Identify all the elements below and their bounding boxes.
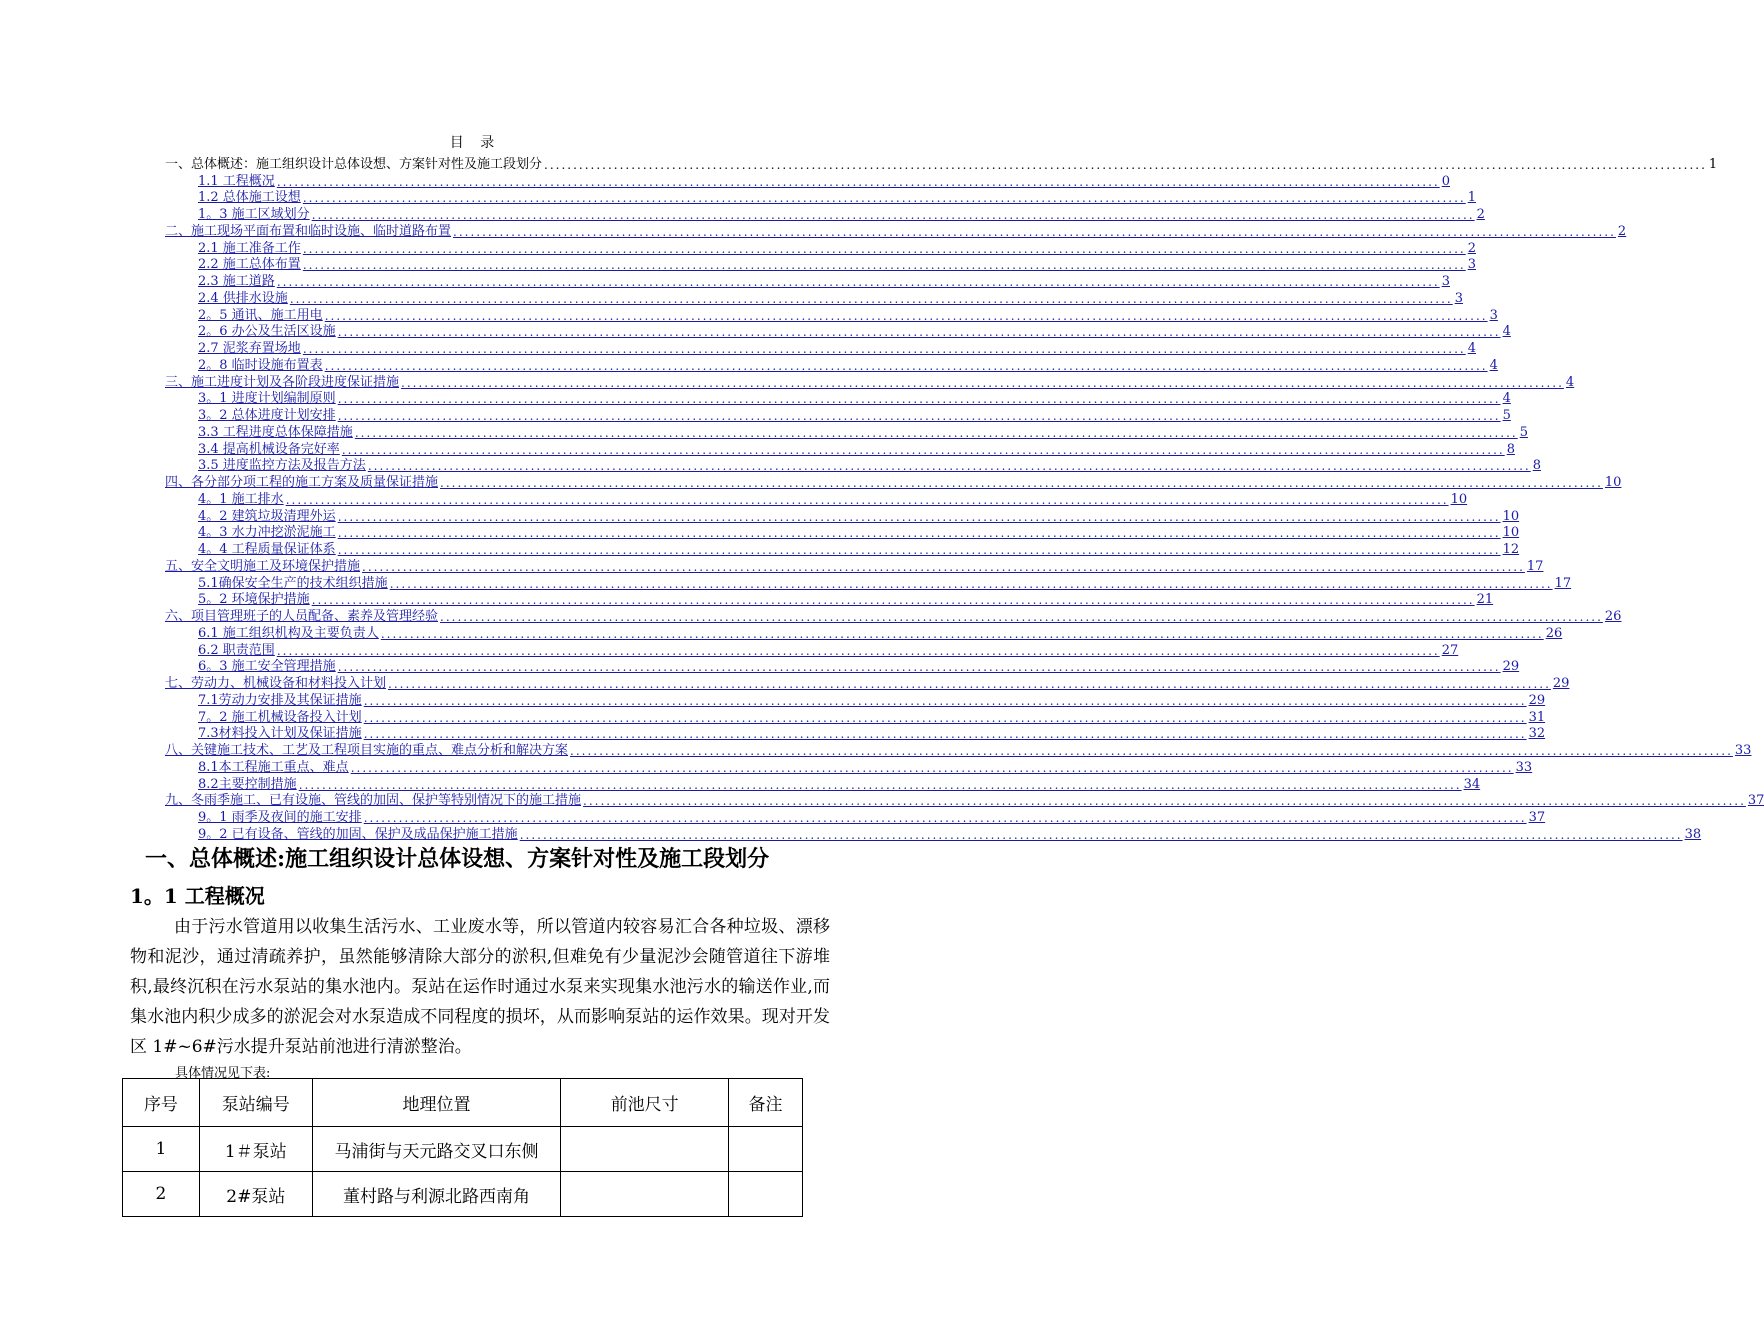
table-row: [123, 1127, 803, 1172]
toc-dot-leader: ........................................................................................................................................................................................................: [367, 459, 1531, 474]
table-cell: [729, 1172, 803, 1217]
toc-entry[interactable]: [165, 173, 1450, 190]
header-cell-remark: 备注: [729, 1079, 803, 1127]
toc-entry[interactable]: [165, 508, 1520, 525]
toc-dot-leader: ........................................................................................................................................................................................................: [363, 693, 1527, 708]
toc-entry-page: 10: [1502, 525, 1520, 541]
toc-dot-leader: ........................................................................................................................................................................................................: [380, 626, 1544, 641]
toc-entry[interactable]: [165, 659, 1520, 676]
toc-entry[interactable]: [165, 458, 1541, 475]
toc-entry[interactable]: [165, 190, 1476, 207]
toc-entry-page: 31: [1528, 709, 1546, 725]
toc-entry[interactable]: [165, 625, 1563, 642]
toc-entry-label: 4。2 建筑垃圾清理外运: [198, 508, 336, 524]
toc-entry-page: 2: [1467, 240, 1476, 256]
toc-entry-label: 2.7 泥浆弃置场地: [198, 341, 301, 356]
toc-dot-leader: ........................................................................................................................................................................................................: [363, 811, 1527, 825]
toc-entry-label: 8.2主要控制措施: [198, 776, 297, 792]
toc-entry[interactable]: [165, 223, 1627, 240]
toc-entry-label: 5.1确保安全生产的技术组织措施: [198, 575, 388, 591]
toc-entry[interactable]: [165, 575, 1572, 592]
toc-dot-leader: ........................................................................................................................................................................................................: [519, 827, 1683, 842]
toc-entry-page: 21: [1476, 592, 1494, 608]
toc-entry[interactable]: [165, 474, 1622, 491]
toc-entry-label: 八、关键施工技术、工艺及工程项目实施的重点、难点分析和解决方案: [165, 743, 569, 758]
toc-entry[interactable]: [165, 709, 1546, 726]
toc-entry[interactable]: [165, 257, 1476, 274]
toc-entry-page: 8: [1532, 458, 1541, 474]
toc-dot-leader: ........................................................................................................................................................................................................: [341, 442, 1505, 457]
toc-entry-label: 5。2 环境保护措施: [198, 592, 310, 608]
toc-dot-leader: ........................................................................................................................................................................................................: [362, 559, 1525, 574]
toc-dot-leader: ........................................................................................................................................................................................................: [583, 794, 1746, 809]
table-cell: 2: [123, 1172, 200, 1217]
toc-entry-label: 9。2 已有设备、管线的加固、保护及成品保护施工措施: [198, 826, 518, 842]
toc-entry-page: 12: [1502, 542, 1520, 557]
toc-entry-label: 9。1 雨季及夜间的施工安排: [198, 810, 362, 825]
toc-entry-label: 五、安全文明施工及环境保护措施: [165, 558, 361, 574]
toc-entry-label: 6.2 职责范围: [198, 642, 275, 658]
toc-entry-label: 4。3 水力冲挖淤泥施工: [198, 525, 336, 541]
toc-entry[interactable]: [165, 592, 1494, 609]
toc-entry-label: 3.4 提高机械设备完好率: [198, 441, 340, 457]
toc-dot-leader: ........................................................................................................................................................................................................: [363, 710, 1527, 725]
toc-dot-leader: ........................................................................................................................................................................................................: [289, 291, 1453, 306]
toc-dot-leader: ........................................................................................................................................................................................................: [401, 375, 1564, 390]
toc-entry-label: 7。2 施工机械设备投入计划: [198, 709, 362, 725]
toc-entry-label: 九、冬雨季施工、已有设施、管线的加固、保护等特别情况下的施工措施: [165, 793, 582, 809]
toc-entry-label: 2.4 供排水设施: [198, 290, 288, 306]
toc-entry-page: 3: [1489, 307, 1498, 323]
toc-entry-label: 2。6 办公及生活区设施: [198, 324, 336, 340]
toc-entry-page: 29: [1502, 659, 1520, 675]
toc-dot-leader: ........................................................................................................................................................................................................: [389, 576, 1553, 591]
toc-entry-page: 17: [1554, 575, 1572, 591]
toc-entry-page: 37: [1528, 810, 1546, 825]
toc-entry-page: 4: [1565, 374, 1575, 390]
toc-entry[interactable]: [165, 290, 1463, 307]
table-cell: [561, 1127, 729, 1172]
toc-entry-label: 二、施工现场平面布置和临时设施、临时道路布置: [165, 223, 452, 239]
toc-dot-leader: ........................................................................................................................................................................................................: [276, 275, 1440, 289]
header-cell-no: 序号: [123, 1079, 200, 1127]
toc-title: 目 录: [449, 135, 501, 151]
header-cell-station: 泵站编号: [199, 1079, 312, 1127]
toc-entry-page: 1: [1708, 156, 1718, 172]
toc-dot-leader: ........................................................................................................................................................................................................: [440, 610, 1603, 624]
toc-dot-leader: ........................................................................................................................................................................................................: [570, 744, 1733, 758]
toc-entry-page: 4: [1502, 324, 1511, 340]
toc-entry[interactable]: [165, 759, 1533, 776]
body-paragraph: 由于污水管道用以收集生活污水、工业废水等，所以管道内较容易汇合各种垃圾、漂移物和泥沙，通过清疏养护，虽然能够清除大部分的淤积,但难免有少量泥沙会随管道往下游堆积,最终沉积在污水泵站的集水池内。泵站在运作时通过水泵来实现集水池污水的输送作业,而集水池内积少成多的淤泥会对水泵造成不同程度的损坏，从而影响泵站的运作效果。现对开发区 1#~6#污水提升泵站前池进行清淤整治。: [130, 917, 830, 1057]
toc-entry[interactable]: [165, 357, 1498, 374]
toc-entry[interactable]: [165, 793, 1764, 810]
toc-entry: [165, 156, 1718, 173]
toc-entry[interactable]: [165, 558, 1544, 575]
toc-entry-page: 4: [1467, 341, 1476, 356]
table-cell: 1: [123, 1127, 200, 1172]
table-header-row: [123, 1079, 803, 1127]
toc-entry[interactable]: [165, 742, 1752, 759]
subsection-heading: 1。1 工程概况: [130, 884, 265, 908]
toc-entry-page: 32: [1528, 726, 1546, 742]
toc-entry-label: 一、总体概述：施工组织设计总体设想、方案针对性及施工段划分: [165, 156, 543, 172]
toc-entry[interactable]: [165, 324, 1511, 341]
toc-dot-leader: ........................................................................................................................................................................................................: [337, 660, 1501, 675]
toc-dot-leader: ........................................................................................................................................................................................................: [302, 191, 1466, 206]
toc-entry-page: 3: [1454, 290, 1463, 306]
toc-dot-leader: ........................................................................................................................................................................................................: [363, 727, 1527, 742]
toc-entry-page: 0: [1441, 173, 1450, 189]
toc-entry[interactable]: [165, 608, 1622, 625]
toc-dot-leader: ........................................................................................................................................................................................................: [453, 224, 1616, 239]
toc-entry-page: 4: [1489, 357, 1498, 373]
toc-entry[interactable]: [165, 642, 1459, 659]
toc-dot-leader: ........................................................................................................................................................................................................: [440, 476, 1603, 490]
section-heading: 一、总体概述:施工组织设计总体设想、方案针对性及施工段划分: [145, 846, 770, 872]
toc-dot-leader: ........................................................................................................................................................................................................: [324, 358, 1488, 373]
toc-entry-page: 3: [1467, 257, 1476, 273]
toc-entry[interactable]: [165, 826, 1702, 843]
toc-entry-label: 七、劳动力、机械设备和材料投入计划: [165, 676, 387, 691]
toc-dot-leader: ........................................................................................................................................................................................................: [285, 492, 1449, 507]
toc-entry-page: 27: [1441, 642, 1459, 658]
pump-station-table: [122, 1078, 803, 1217]
toc-dot-leader: ........................................................................................................................................................................................................: [337, 409, 1501, 423]
toc-entry-label: 6。3 施工安全管理措施: [198, 659, 336, 675]
header-cell-size: 前池尺寸: [561, 1079, 729, 1127]
toc-entry-label: 3。1 进度计划编制原则: [198, 391, 336, 407]
toc-dot-leader: ........................................................................................................................................................................................................: [354, 425, 1518, 440]
toc-entry-page: 10: [1502, 508, 1520, 524]
toc-dot-leader: ........................................................................................................................................................................................................: [302, 258, 1466, 273]
toc-entry-label: 3.5 进度监控方法及报告方法: [198, 458, 366, 474]
toc-entry-page: 1: [1467, 190, 1476, 206]
toc-entry-label: 4。1 施工排水: [198, 491, 284, 507]
toc-entry-label: 4。4 工程质量保证体系: [198, 542, 336, 557]
table-cell: 1＃泵站: [199, 1127, 312, 1172]
toc-dot-leader: ........................................................................................................................................................................................................: [311, 593, 1475, 608]
toc-dot-leader: ........................................................................................................................................................................................................: [302, 342, 1466, 356]
toc-entry-page: 5: [1519, 424, 1528, 440]
toc-dot-leader: ........................................................................................................................................................................................................: [298, 777, 1462, 792]
toc-dot-leader: ........................................................................................................................................................................................................: [311, 208, 1475, 222]
toc-entry-page: 38: [1684, 826, 1702, 842]
table-caption: 具体情况见下表:: [175, 1066, 271, 1081]
table-row: [123, 1172, 803, 1217]
toc-dot-leader: ........................................................................................................................................................................................................: [337, 392, 1501, 407]
table-cell: [729, 1127, 803, 1172]
toc-entry-page: 8: [1506, 441, 1515, 457]
table-cell: 2#泵站: [199, 1172, 312, 1217]
toc-entry-page: 3: [1441, 274, 1450, 289]
table-cell: 马浦街与天元路交叉口东侧: [312, 1127, 561, 1172]
toc-entry-page: 26: [1604, 609, 1622, 624]
toc-dot-leader: ........................................................................................................................................................................................................: [388, 677, 1551, 691]
toc-entry[interactable]: [165, 273, 1450, 290]
toc-entry[interactable]: [165, 374, 1575, 391]
toc-entry-label: 8.1本工程施工重点、难点: [198, 759, 349, 775]
toc-entry-label: 2.2 施工总体布置: [198, 257, 301, 273]
toc-entry[interactable]: [165, 391, 1511, 408]
toc-entry-label: 7.1劳动力安排及其保证措施: [198, 692, 362, 708]
toc-entry[interactable]: [165, 776, 1481, 793]
toc-entry-label: 6.1 施工组织机构及主要负责人: [198, 625, 379, 641]
toc-dot-leader: ........................................................................................................................................................................................................: [337, 526, 1501, 541]
toc-dot-leader: ........................................................................................................................................................................................................: [302, 241, 1466, 256]
toc-entry-label: 1.1 工程概况: [198, 173, 275, 189]
toc-entry[interactable]: [165, 809, 1546, 826]
toc-entry-page: 34: [1463, 776, 1481, 792]
toc-entry[interactable]: [165, 307, 1498, 324]
toc-entry-page: 33: [1734, 743, 1752, 758]
toc-entry-page: 17: [1526, 558, 1544, 574]
table-cell: 董村路与利源北路西南角: [312, 1172, 561, 1217]
toc-entry-label: 2。5 通讯、施工用电: [198, 307, 323, 323]
toc-dot-leader: ........................................................................................................................................................................................................: [324, 308, 1488, 323]
toc-entry-label: 1.2 总体施工设想: [198, 190, 301, 206]
toc-entry-page: 10: [1450, 491, 1468, 507]
toc-entry[interactable]: [165, 206, 1485, 223]
toc-entry-label: 2.1 施工准备工作: [198, 240, 301, 256]
toc-dot-leader: ........................................................................................................................................................................................................: [337, 325, 1501, 340]
toc-entry[interactable]: [165, 525, 1520, 542]
toc-entry-page: 26: [1545, 625, 1563, 641]
toc-entry[interactable]: [165, 692, 1546, 709]
header-cell-location: 地理位置: [312, 1079, 561, 1127]
toc-entry-label: 3。2 总体进度计划安排: [198, 408, 336, 423]
toc-dot-leader: ........................................................................................................................................................................................................: [337, 509, 1501, 524]
toc-dot-leader: ........................................................................................................................................................................................................: [276, 643, 1440, 658]
toc-entry[interactable]: [165, 407, 1511, 424]
toc-entry[interactable]: [165, 726, 1546, 743]
toc-entry-page: 5: [1502, 408, 1511, 423]
toc-entry[interactable]: [165, 675, 1570, 692]
toc-entry-page: 37: [1747, 793, 1764, 809]
toc-dot-leader: ........................................................................................................................................................................................................: [350, 760, 1514, 775]
toc-entry-label: 3.3 工程进度总体保障措施: [198, 424, 353, 440]
toc-entry-page: 4: [1502, 391, 1511, 407]
toc-entry-label: 1。3 施工区域划分: [198, 207, 310, 222]
table-cell: [561, 1172, 729, 1217]
toc-entry-page: 2: [1617, 223, 1627, 239]
toc-dot-leader: ........................................................................................................................................................................................................: [337, 543, 1501, 557]
toc-entry-page: 33: [1515, 759, 1533, 775]
toc-dot-leader: ........................................................................................................................................................................................................: [276, 174, 1440, 189]
table-of-contents: [165, 156, 1764, 843]
toc-entry[interactable]: [165, 424, 1528, 441]
toc-entry-page: 29: [1528, 692, 1546, 708]
toc-entry[interactable]: [165, 541, 1520, 558]
toc-entry-page: 29: [1552, 676, 1570, 691]
toc-entry[interactable]: [165, 340, 1476, 357]
toc-entry-label: 2.3 施工道路: [198, 274, 275, 289]
toc-entry[interactable]: [165, 240, 1476, 257]
toc-entry-page: 2: [1476, 207, 1485, 222]
toc-dot-leader: ........................................................................................................................................................................................................: [544, 157, 1707, 172]
toc-entry-page: 10: [1604, 475, 1622, 490]
toc-entry[interactable]: [165, 491, 1468, 508]
toc-entry[interactable]: [165, 441, 1515, 458]
toc-entry-label: 7.3材料投入计划及保证措施: [198, 726, 362, 742]
toc-entry-label: 三、施工进度计划及各阶段进度保证措施: [165, 374, 400, 390]
toc-entry-label: 四、各分部分项工程的施工方案及质量保证措施: [165, 475, 439, 490]
toc-entry-label: 六、项目管理班子的人员配备、素养及管理经验: [165, 609, 439, 624]
toc-entry-label: 2。8 临时设施布置表: [198, 357, 323, 373]
